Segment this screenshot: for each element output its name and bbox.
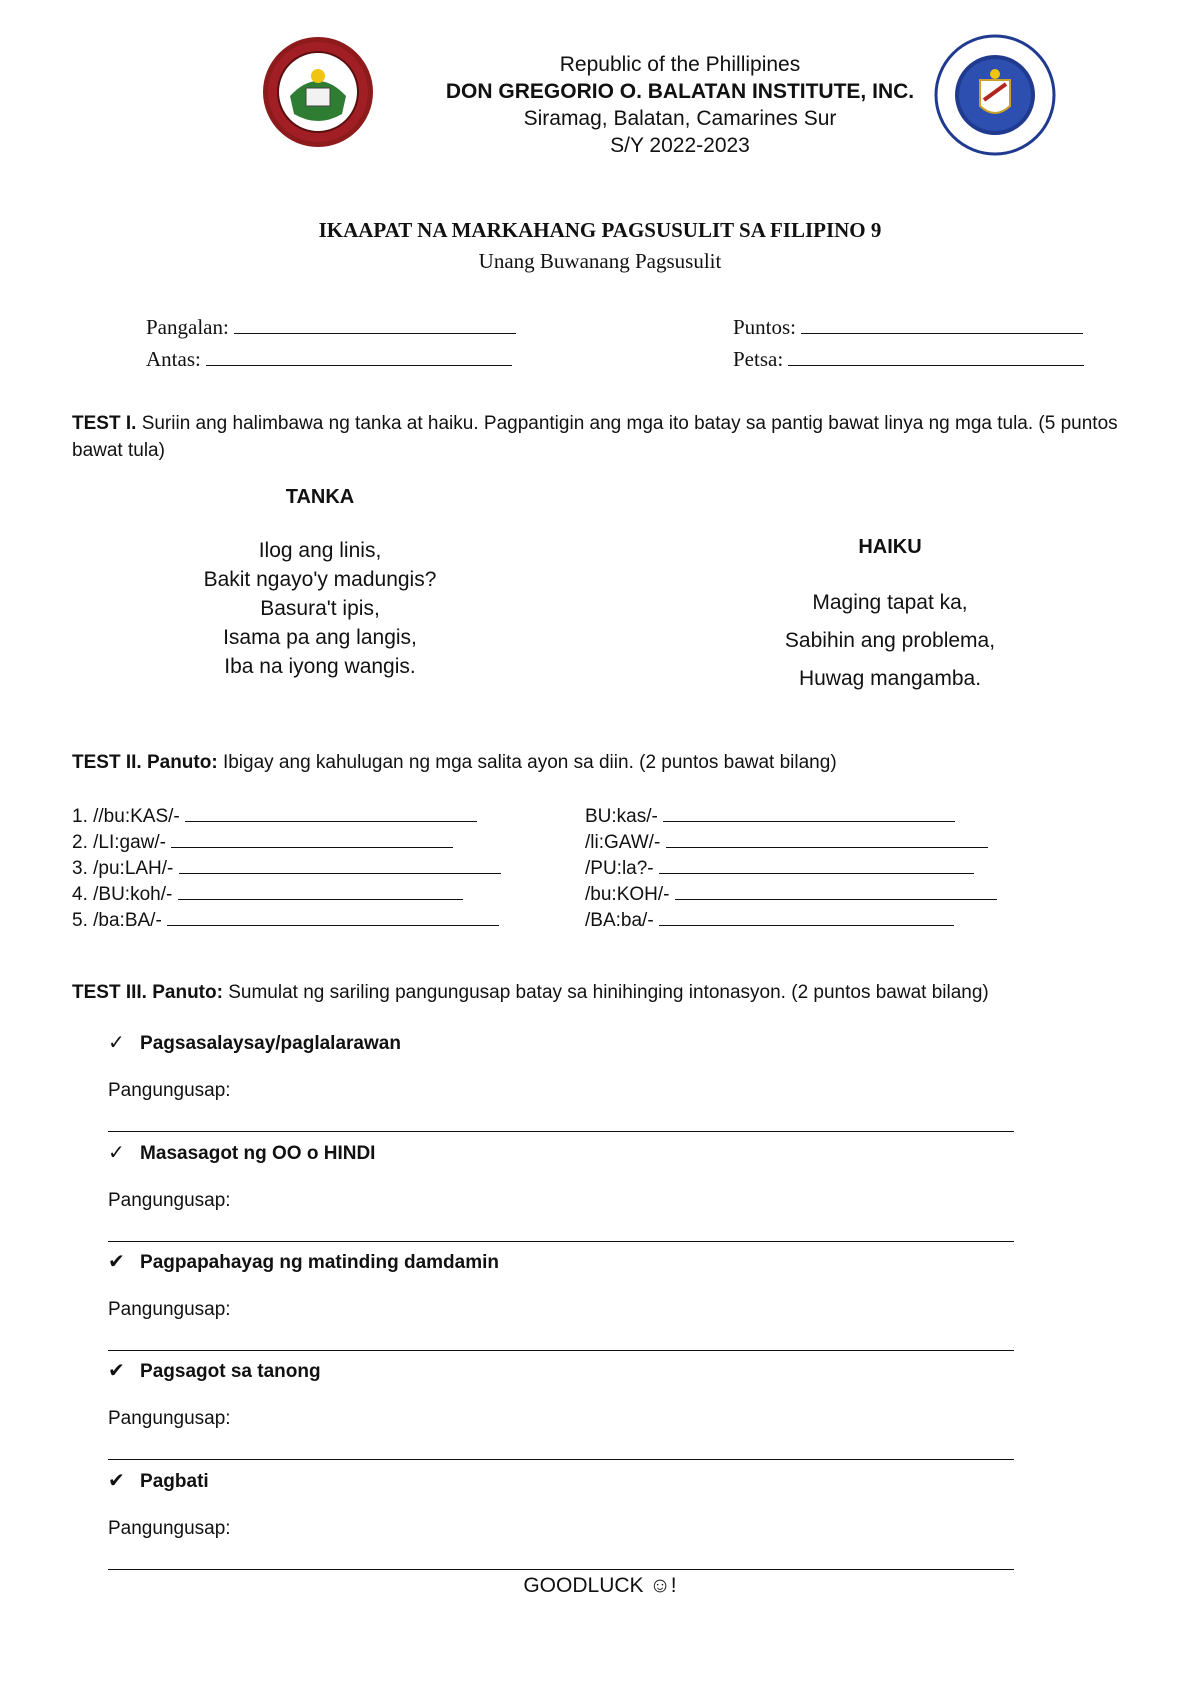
check-icon: ✔ bbox=[108, 1358, 125, 1382]
test3-text: Sumulat ng sariling pangungusap batay sa hinihinging intonasyon. (2 puntos bawat bilang) bbox=[228, 982, 989, 1003]
check-icon: ✔ bbox=[108, 1249, 125, 1273]
answer-line[interactable] bbox=[108, 1569, 1014, 1570]
exam-title: IKAAPAT NA MARKAHANG PAGSUSULIT SA FILIPINO 9 bbox=[318, 218, 882, 242]
stress-item[interactable] bbox=[72, 881, 501, 907]
deped-seal-right bbox=[934, 34, 1056, 156]
date-label: Petsa: bbox=[733, 347, 784, 371]
stress-word: /PU:la?- bbox=[585, 858, 654, 879]
haiku-poem bbox=[720, 584, 1060, 698]
stress-word: 4. /BU:koh/- bbox=[72, 884, 173, 905]
haiku-line: Huwag mangamba. bbox=[798, 667, 982, 690]
test1-instruction bbox=[72, 410, 1142, 464]
test3-label: TEST III. Panuto: bbox=[72, 982, 223, 1003]
tanka-title: TANKA bbox=[285, 486, 355, 508]
test3-instruction bbox=[72, 982, 1172, 1004]
stress-item[interactable] bbox=[585, 829, 997, 855]
item-title: Masasagot ng OO o HINDI bbox=[140, 1143, 376, 1164]
haiku-line: Sabihin ang problema, bbox=[784, 629, 996, 652]
sentence-prompt: Pangungusap: bbox=[108, 1080, 231, 1101]
intonation-item bbox=[108, 1249, 499, 1274]
test2-right-column bbox=[585, 803, 997, 933]
school-year: S/Y 2022-2023 bbox=[610, 134, 750, 157]
tanka-poem bbox=[150, 536, 490, 681]
school-name: DON GREGORIO O. BALATAN INSTITUTE, INC. bbox=[445, 80, 915, 103]
tanka-line: Isama pa ang langis, bbox=[223, 626, 417, 649]
stress-word: /li:GAW/- bbox=[585, 832, 661, 853]
stress-item[interactable] bbox=[72, 829, 501, 855]
score-label: Puntos: bbox=[733, 315, 797, 339]
intonation-item bbox=[108, 1140, 375, 1165]
intonation-item bbox=[108, 1358, 321, 1383]
score-field[interactable] bbox=[733, 313, 1083, 340]
stress-item[interactable] bbox=[585, 803, 997, 829]
sentence-prompt: Pangungusap: bbox=[108, 1518, 231, 1539]
haiku-line: Maging tapat ka, bbox=[812, 591, 968, 614]
test2-left-column bbox=[72, 803, 501, 933]
answer-line[interactable] bbox=[108, 1131, 1014, 1132]
sentence-prompt: Pangungusap: bbox=[108, 1408, 231, 1429]
answer-line[interactable] bbox=[108, 1350, 1014, 1351]
intonation-item bbox=[108, 1468, 209, 1493]
stress-item[interactable] bbox=[72, 803, 501, 829]
item-title: Pagsasalaysay/paglalarawan bbox=[140, 1033, 401, 1054]
tanka-line: Basura't ipis, bbox=[260, 597, 380, 620]
sentence-prompt: Pangungusap: bbox=[108, 1190, 231, 1211]
stress-item[interactable] bbox=[585, 855, 997, 881]
test2-label: TEST II. Panuto: bbox=[72, 752, 218, 773]
stress-item[interactable] bbox=[585, 881, 997, 907]
intonation-item bbox=[108, 1030, 401, 1055]
tanka-line: Iba na iyong wangis. bbox=[224, 655, 416, 678]
item-title: Pagbati bbox=[140, 1471, 209, 1492]
test1-text: Suriin ang halimbawa ng tanka at haiku. Pagpantigin ang mga ito batay sa pantig bawat linya ng mga tula. (5 puntos bawat tula) bbox=[72, 413, 1118, 461]
item-title: Pagsagot sa tanong bbox=[140, 1361, 321, 1382]
stress-item[interactable] bbox=[72, 907, 501, 933]
haiku-title: HAIKU bbox=[858, 536, 922, 558]
stress-word: 1. //bu:KAS/- bbox=[72, 806, 180, 827]
date-field[interactable] bbox=[733, 345, 1084, 372]
check-icon: ✓ bbox=[108, 1140, 125, 1164]
stress-word: /bu:KOH/- bbox=[585, 884, 670, 905]
check-icon: ✔ bbox=[108, 1468, 125, 1492]
republic-text: Republic of the Phillipines bbox=[559, 53, 801, 76]
stress-word: BU:kas/- bbox=[585, 806, 658, 827]
school-address: Siramag, Balatan, Camarines Sur bbox=[523, 107, 837, 130]
sentence-prompt: Pangungusap: bbox=[108, 1299, 231, 1320]
name-label: Pangalan: bbox=[146, 315, 229, 339]
test2-text: Ibigay ang kahulugan ng mga salita ayon sa diin. (2 puntos bawat bilang) bbox=[222, 752, 837, 773]
name-field[interactable] bbox=[146, 313, 516, 340]
exam-subtitle: Unang Buwanang Pagsusulit bbox=[478, 249, 722, 273]
stress-item[interactable] bbox=[585, 907, 997, 933]
test1-label: TEST I. bbox=[72, 413, 137, 434]
answer-line[interactable] bbox=[108, 1459, 1014, 1460]
tanka-line: Bakit ngayo'y madungis? bbox=[203, 568, 437, 591]
grade-field[interactable] bbox=[146, 345, 512, 372]
check-icon: ✓ bbox=[108, 1030, 125, 1054]
test2-instruction bbox=[72, 752, 1142, 774]
item-title: Pagpapahayag ng matinding damdamin bbox=[140, 1252, 499, 1273]
grade-label: Antas: bbox=[146, 347, 201, 371]
answer-line[interactable] bbox=[108, 1241, 1014, 1242]
stress-item[interactable] bbox=[72, 855, 501, 881]
stress-word: 2. /LI:gaw/- bbox=[72, 832, 166, 853]
stress-word: /BA:ba/- bbox=[585, 910, 654, 931]
stress-word: 3. /pu:LAH/- bbox=[72, 858, 174, 879]
tanka-line: Ilog ang linis, bbox=[258, 539, 382, 562]
goodluck-footer: GOODLUCK ☺! bbox=[523, 1574, 677, 1597]
stress-word: 5. /ba:BA/- bbox=[72, 910, 162, 931]
